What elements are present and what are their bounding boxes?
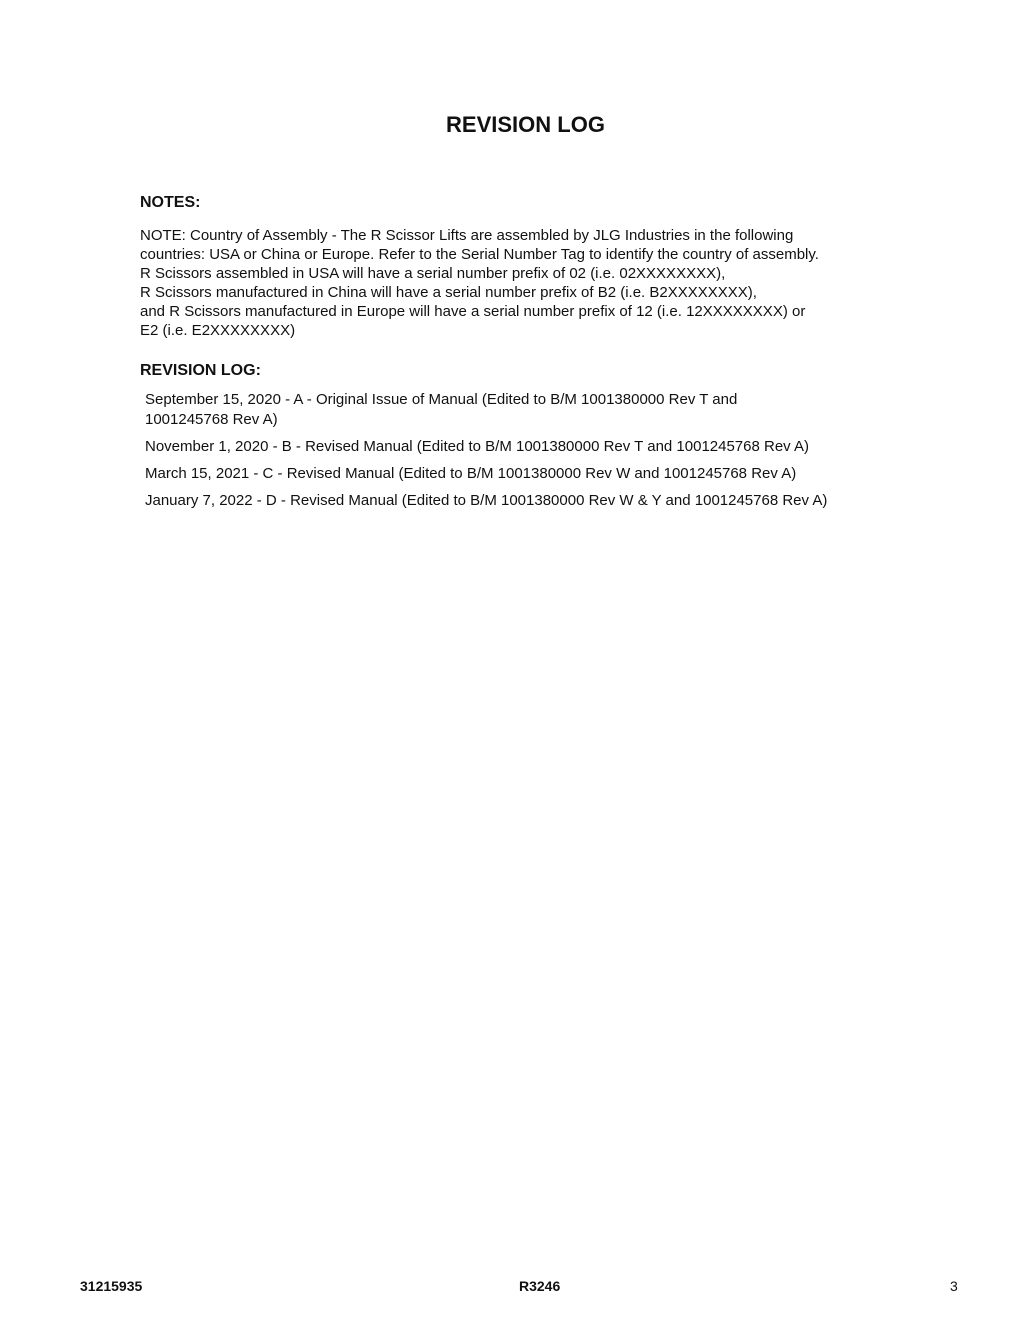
page-title: REVISION LOG (446, 112, 605, 137)
revision-log-list (145, 390, 905, 518)
notes-line: R Scissors manufactured in China will have a serial number prefix of B2 (i.e. B2XXXXXXXX), (140, 284, 757, 301)
revision-log-heading: REVISION LOG: (140, 362, 261, 379)
revision-log-entry: September 15, 2020 - A - Original Issue of Manual (Edited to B/M 1001380000 Rev T and 1001245768 Rev A) (145, 391, 738, 428)
notes-line: and R Scissors manufactured in Europe will have a serial number prefix of 12 (i.e. 12XXXXXXXX) or (140, 303, 806, 320)
notes-line: countries: USA or China or Europe. Refer to the Serial Number Tag to identify the country of assembly. (140, 246, 819, 263)
notes-line: R Scissors assembled in USA will have a serial number prefix of 02 (i.e. 02XXXXXXXX), (140, 265, 726, 282)
footer-doc-number: 31215935 (80, 1278, 143, 1294)
notes-heading: NOTES: (140, 194, 201, 211)
revision-log-entry: January 7, 2022 - D - Revised Manual (Edited to B/M 1001380000 Rev W & Y and 1001245768 Rev A) (145, 492, 828, 509)
notes-line: E2 (i.e. E2XXXXXXXX) (140, 322, 296, 339)
revision-log-entry: March 15, 2021 - C - Revised Manual (Edited to B/M 1001380000 Rev W and 1001245768 Rev A) (145, 465, 797, 482)
notes-body (140, 226, 900, 340)
footer-model: R3246 (519, 1278, 561, 1294)
notes-line: NOTE: Country of Assembly - The R Scissor Lifts are assembled by JLG Industries in the following (140, 227, 794, 244)
footer-page-number: 3 (950, 1278, 958, 1294)
revision-log-entry: November 1, 2020 - B - Revised Manual (Edited to B/M 1001380000 Rev T and 1001245768 Rev A) (145, 438, 810, 455)
